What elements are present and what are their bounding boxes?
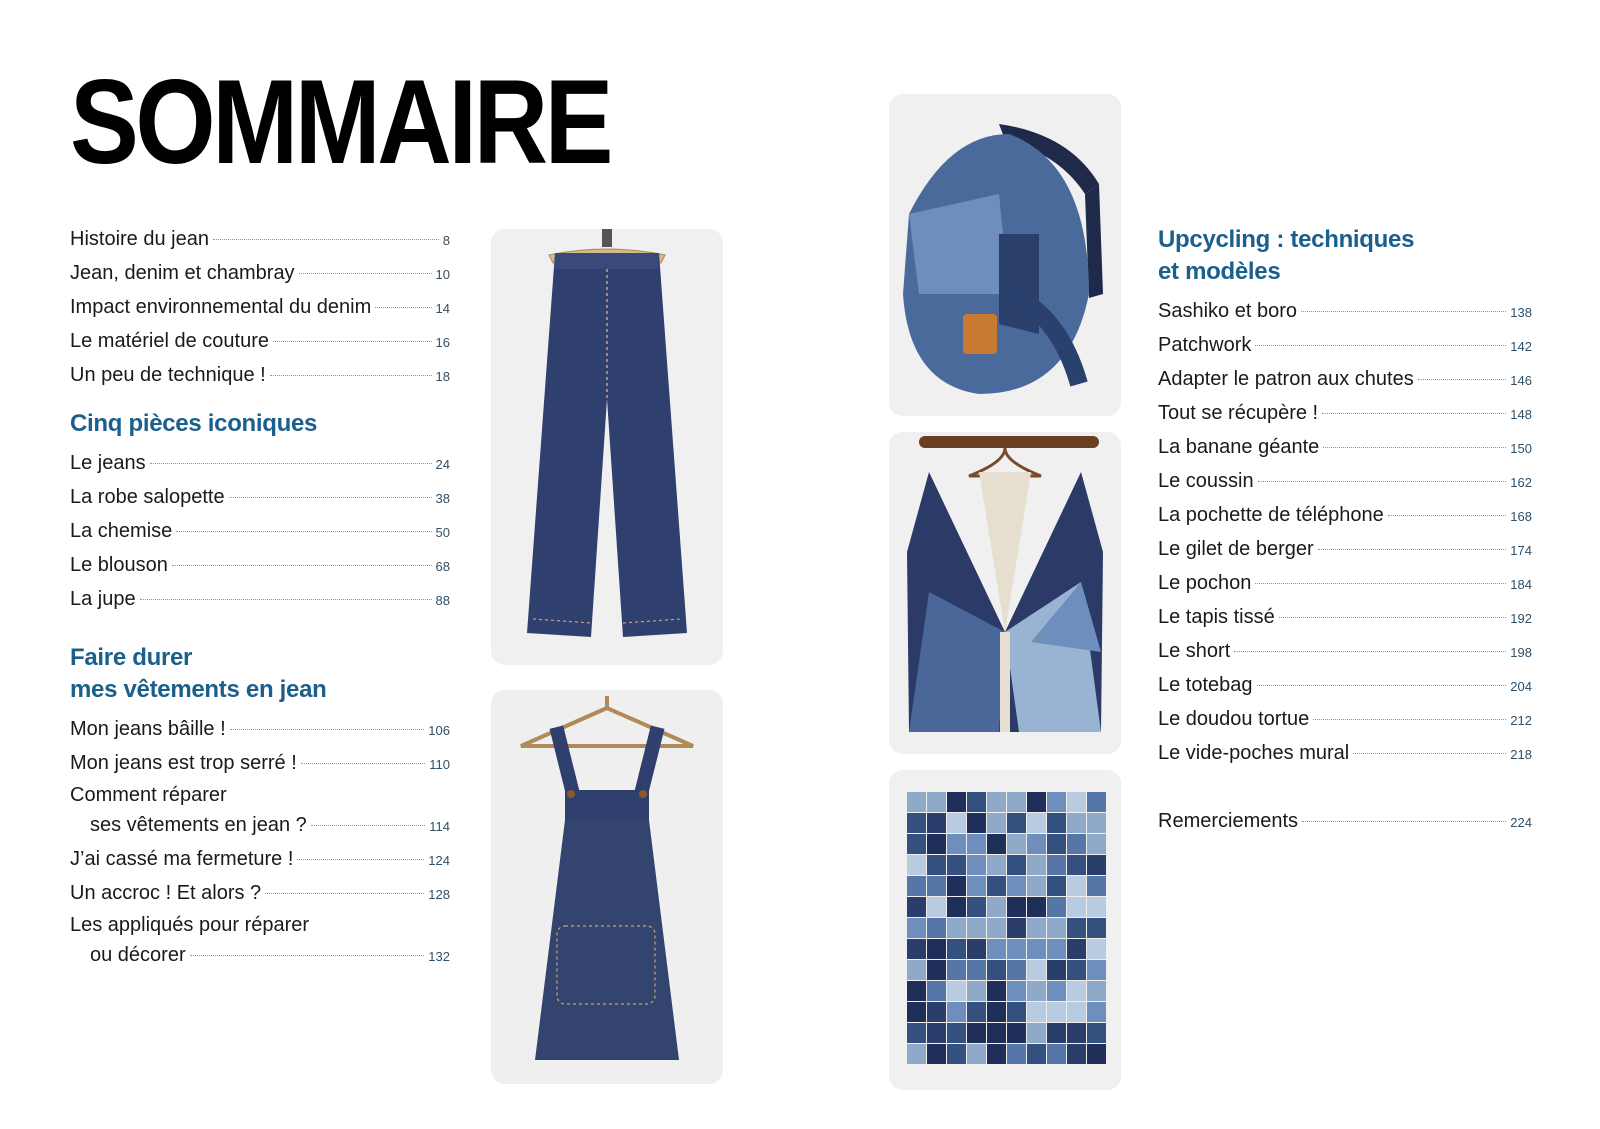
toc-entry[interactable]: Le matériel de couture 16 [70,330,450,352]
rug-cell [987,813,1006,833]
rug-cell [987,834,1006,854]
rug-cell [947,1044,966,1064]
rug-cell [947,792,966,812]
toc-entry[interactable]: La chemise 50 [70,520,450,542]
toc-entry[interactable]: Le tapis tissé 192 [1158,606,1532,628]
rug-cell [907,1023,926,1043]
toc-entry[interactable]: Tout se récupère ! 148 [1158,402,1532,424]
rug-cell [927,1023,946,1043]
toc-entry[interactable]: Le totebag 204 [1158,674,1532,696]
rug-cell [1067,792,1086,812]
rug-cell [927,855,946,875]
rug-cell [1027,897,1046,917]
rug-cell [927,1044,946,1064]
section-title: Cinq pièces iconiques [70,410,318,437]
rug-cell [967,855,986,875]
rug-cell [987,939,1006,959]
banana-bag-photo [889,94,1121,416]
rug-cell [987,876,1006,896]
rug-cell [927,813,946,833]
rug-cell [1047,939,1066,959]
rug-cell [1047,876,1066,896]
rug-cell [1067,1044,1086,1064]
toc-entry[interactable]: Le coussin 162 [1158,470,1532,492]
rug-cell [927,960,946,980]
toc-group-upcycling [1158,294,1532,770]
rug-cell [1047,918,1066,938]
rug-cell [1027,918,1046,938]
rug-cell [907,918,926,938]
rug-cell [1007,897,1026,917]
toc-entry-thanks[interactable]: Remerciements 224 [1158,810,1532,832]
toc-entry[interactable]: Le jeans 24 [70,452,450,474]
rug-cell [967,960,986,980]
rug-cell [1007,1002,1026,1022]
rug-cell [947,939,966,959]
rug-cell [907,1044,926,1064]
rug-cell [967,1044,986,1064]
rug-cell [947,876,966,896]
rug-cell [927,897,946,917]
toc-entry[interactable]: Les appliqués pour réparer ou décorer 132 [70,914,450,966]
toc-entry[interactable]: J’ai cassé ma fermeture ! 124 [70,848,450,870]
rug-cell [987,1002,1006,1022]
rug-cell [927,792,946,812]
rug-cell [1047,792,1066,812]
rug-cell [1067,918,1086,938]
rug-cell [927,981,946,1001]
rug-cell [1067,981,1086,1001]
toc-entry[interactable]: Histoire du jean 8 [70,228,450,250]
rug-cell [967,1002,986,1022]
rug-cell [1087,918,1106,938]
rug-cell [1087,897,1106,917]
rug-cell [1027,876,1046,896]
toc-entry[interactable]: Un accroc ! Et alors ? 128 [70,882,450,904]
rug-cell [907,876,926,896]
rug-cell [1047,1044,1066,1064]
rug-cell [947,813,966,833]
rug-cell [1027,981,1046,1001]
rug-cell [967,939,986,959]
toc-entry[interactable]: Patchwork 142 [1158,334,1532,356]
rug-cell [967,981,986,1001]
toc-column-left [70,222,450,972]
toc-entry[interactable]: Mon jeans est trop serré ! 110 [70,752,450,774]
rug-cell [1007,1023,1026,1043]
rug-cell [947,918,966,938]
rug-cell [987,960,1006,980]
rug-cell [927,876,946,896]
rug-cell [987,918,1006,938]
rug-cell [907,981,926,1001]
toc-entry[interactable]: Le short 198 [1158,640,1532,662]
toc-entry[interactable]: Le pochon 184 [1158,572,1532,594]
rug-cell [947,981,966,1001]
rug-cell [1047,981,1066,1001]
rug-cell [1027,813,1046,833]
rug-cell [1067,876,1086,896]
rug-cell [987,792,1006,812]
toc-entry[interactable]: La robe salopette 38 [70,486,450,508]
rug-cell [1007,918,1026,938]
rug-cell [947,834,966,854]
rug-cell [967,1023,986,1043]
toc-entry[interactable]: Le blouson 68 [70,554,450,576]
rug-cell [1087,834,1106,854]
rug-cell [1007,855,1026,875]
jeans-photo [491,229,723,665]
rug-cell [1067,1023,1086,1043]
rug-cell [947,1023,966,1043]
rug-cell [907,834,926,854]
rug-cell [1067,960,1086,980]
rug-cell [1047,1023,1066,1043]
rug-cell [1007,960,1026,980]
rug-cell [1087,876,1106,896]
toc-entry[interactable]: Comment réparer ses vêtements en jean ? 114 [70,784,450,836]
rug-cell [1047,1002,1066,1022]
rug-cell [1087,1002,1106,1022]
rug-cell [1067,939,1086,959]
toc-group-iconic [70,446,450,616]
rug-cell [907,939,926,959]
toc-group-intro [70,222,450,392]
page-title: SOMMAIRE [70,55,611,189]
section-title: Upcycling : techniques et modèles [1158,226,1415,285]
toc-entry[interactable]: Le doudou tortue 212 [1158,708,1532,730]
rug-cell [1007,1044,1026,1064]
rug-cell [1067,834,1086,854]
rug-cell [1007,876,1026,896]
section-title: Faire durer mes vêtements en jean [70,644,327,703]
rug-cell [1047,960,1066,980]
toc-entry[interactable]: La jupe 88 [70,588,450,610]
rug-cell [1087,855,1106,875]
rug-cell [947,855,966,875]
rug-cell [967,897,986,917]
rug-cell [987,897,1006,917]
rug-cell [967,918,986,938]
rug-cell [1027,1023,1046,1043]
rug-cell [1067,1002,1086,1022]
rug-cell [1007,813,1026,833]
rug-cell [1007,834,1026,854]
rug-cell [947,960,966,980]
toc-entry[interactable]: Impact environnemental du denim 14 [70,296,450,318]
toc-group-repair [70,712,450,972]
overall-dress-photo [491,690,723,1084]
rug-cell [1007,792,1026,812]
rug-cell [907,855,926,875]
rug-cell [1087,981,1106,1001]
rug-cell [1047,897,1066,917]
toc-entry[interactable]: Le gilet de berger 174 [1158,538,1532,560]
toc-column-right [1158,224,1532,838]
toc-entry[interactable]: Adapter le patron aux chutes 146 [1158,368,1532,390]
toc-entry[interactable]: Un peu de technique ! 18 [70,364,450,386]
rug-cell [947,1002,966,1022]
rug-cell [907,1002,926,1022]
rug-grid [889,770,1121,1090]
rug-cell [1027,834,1046,854]
rug-cell [1007,981,1026,1001]
rug-cell [987,1044,1006,1064]
rug-cell [1027,1002,1046,1022]
rug-cell [1087,1044,1106,1064]
rug-cell [1027,855,1046,875]
rug-cell [1067,855,1086,875]
rug-cell [907,792,926,812]
rug-cell [1087,939,1106,959]
rug-cell [1007,939,1026,959]
toc-entry[interactable]: Le vide-poches mural 218 [1158,742,1532,764]
toc-entry[interactable]: Sashiko et boro 138 [1158,300,1532,322]
rug-cell [1027,1044,1046,1064]
rug-cell [927,834,946,854]
rug-cell [1047,855,1066,875]
rug-cell [967,813,986,833]
rug-cell [1027,939,1046,959]
rug-cell [967,792,986,812]
rug-cell [907,897,926,917]
rug-cell [967,876,986,896]
rug-cell [1087,1023,1106,1043]
rug-cell [1087,960,1106,980]
rug-cell [907,813,926,833]
rug-cell [927,939,946,959]
rug-cell [927,1002,946,1022]
toc-entry[interactable]: La pochette de téléphone 168 [1158,504,1532,526]
toc-entry[interactable]: La banane géante 150 [1158,436,1532,458]
woven-rug-photo [889,770,1121,1090]
rug-cell [1087,792,1106,812]
rug-cell [1067,897,1086,917]
rug-cell [1027,792,1046,812]
rug-cell [927,918,946,938]
rug-cell [987,1023,1006,1043]
rug-cell [1047,834,1066,854]
rug-cell [907,960,926,980]
vest-photo [889,432,1121,754]
rug-cell [1067,813,1086,833]
rug-cell [1027,960,1046,980]
rug-cell [967,834,986,854]
toc-entry[interactable]: Mon jeans bâille ! 106 [70,718,450,740]
rug-cell [987,855,1006,875]
rug-cell [987,981,1006,1001]
rug-cell [947,897,966,917]
rug-cell [1047,813,1066,833]
toc-entry[interactable]: Jean, denim et chambray 10 [70,262,450,284]
rug-cell [1087,813,1106,833]
